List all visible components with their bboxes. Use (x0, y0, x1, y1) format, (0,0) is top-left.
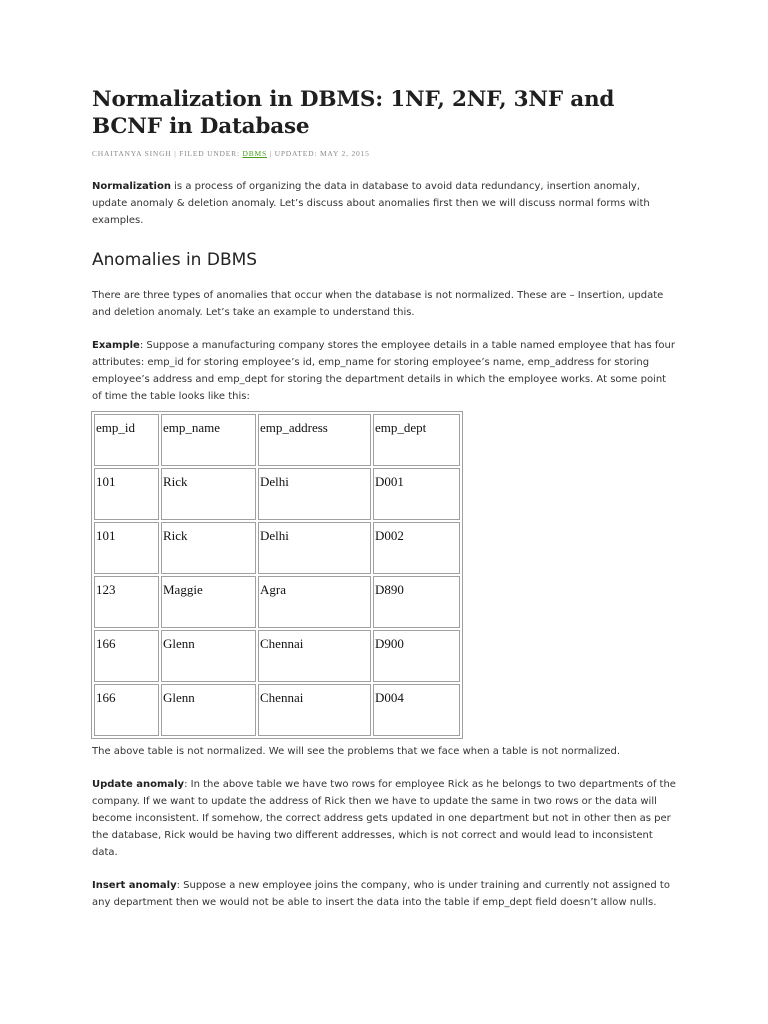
meta-updated-date: | UPDATED: MAY 2, 2015 (266, 149, 370, 158)
table-header-cell: emp_address (258, 414, 371, 466)
table-cell: Rick (161, 468, 256, 520)
intro-bold-term: Normalization (92, 181, 171, 192)
table-cell: D004 (373, 684, 460, 736)
table-cell: Chennai (258, 684, 371, 736)
table-cell: 166 (94, 630, 159, 682)
example-bold-term: Example (92, 340, 140, 351)
table-row (94, 630, 460, 682)
update-anomaly-paragraph (92, 776, 677, 861)
table-cell: 123 (94, 576, 159, 628)
table-cell: Glenn (161, 630, 256, 682)
table-cell: Maggie (161, 576, 256, 628)
intro-text: is a process of organizing the data in database to avoid data redundancy, insertion anomaly, update anomaly & deletion anomaly. Let’s discuss about anomalies first then we will discuss normal forms with examples. (92, 181, 650, 226)
article-meta (92, 148, 677, 160)
table-cell: 166 (94, 684, 159, 736)
table-cell: Delhi (258, 468, 371, 520)
table-cell: D001 (373, 468, 460, 520)
section-heading: Anomalies in DBMS (92, 250, 258, 270)
table-cell: D002 (373, 522, 460, 574)
anomaly-types-paragraph: There are three types of anomalies that occur when the database is not normalized. These are – Insertion, update and deletion anomaly. Let’s take an example to understand this. (92, 290, 664, 318)
table-cell: Delhi (258, 522, 371, 574)
table-row (94, 468, 460, 520)
insert-anomaly-text: : Suppose a new employee joins the company, who is under training and currently not assigned to any department then we would not be able to insert the data into the table if emp_dept field doesn’t allow nulls. (92, 880, 670, 908)
table-row (94, 522, 460, 574)
table-cell: D900 (373, 630, 460, 682)
table-cell: Glenn (161, 684, 256, 736)
update-anomaly-term: Update anomaly (92, 779, 185, 790)
table-header-row (94, 414, 460, 466)
category-link[interactable]: DBMS (242, 149, 267, 158)
table-cell: Chennai (258, 630, 371, 682)
table-row (94, 576, 460, 628)
insert-anomaly-term: Insert anomaly (92, 880, 177, 891)
table-header-cell: emp_name (161, 414, 256, 466)
table-cell: 101 (94, 522, 159, 574)
table-row (94, 684, 460, 736)
example-paragraph (92, 337, 677, 405)
article-title: Normalization in DBMS: 1NF, 2NF, 3NF and BCNF in Database (92, 87, 615, 139)
article (92, 86, 677, 911)
insert-anomaly-paragraph (92, 877, 677, 911)
employee-table (91, 411, 463, 739)
author-name: CHAITANYA SINGH (92, 149, 172, 158)
meta-separator-filed: | FILED UNDER: (171, 149, 243, 158)
table-header-cell: emp_dept (373, 414, 460, 466)
after-table-paragraph: The above table is not normalized. We will see the problems that we face when a table is not normalized. (92, 746, 621, 757)
example-text: : Suppose a manufacturing company stores the employee details in a table named employee that has four attributes: emp_id for storing employee’s id, emp_name for storing employee’s name, emp_address for storing employee’s address and emp_dept for storing the department details in which the employee works. At some point of time the table looks like this: (92, 340, 675, 402)
table-cell: Rick (161, 522, 256, 574)
table-cell: 101 (94, 468, 159, 520)
table-cell: Agra (258, 576, 371, 628)
table-cell: D890 (373, 576, 460, 628)
intro-paragraph (92, 178, 677, 229)
update-anomaly-text: : In the above table we have two rows for employee Rick as he belongs to two departments of the company. If we want to update the address of Rick then we have to update the same in two rows or the data will become inconsistent. If somehow, the correct address gets updated in one department but not in other then as per the database, Rick would be having two different addresses, which is not correct and would lead to inconsistent data. (92, 779, 676, 858)
table-header-cell: emp_id (94, 414, 159, 466)
